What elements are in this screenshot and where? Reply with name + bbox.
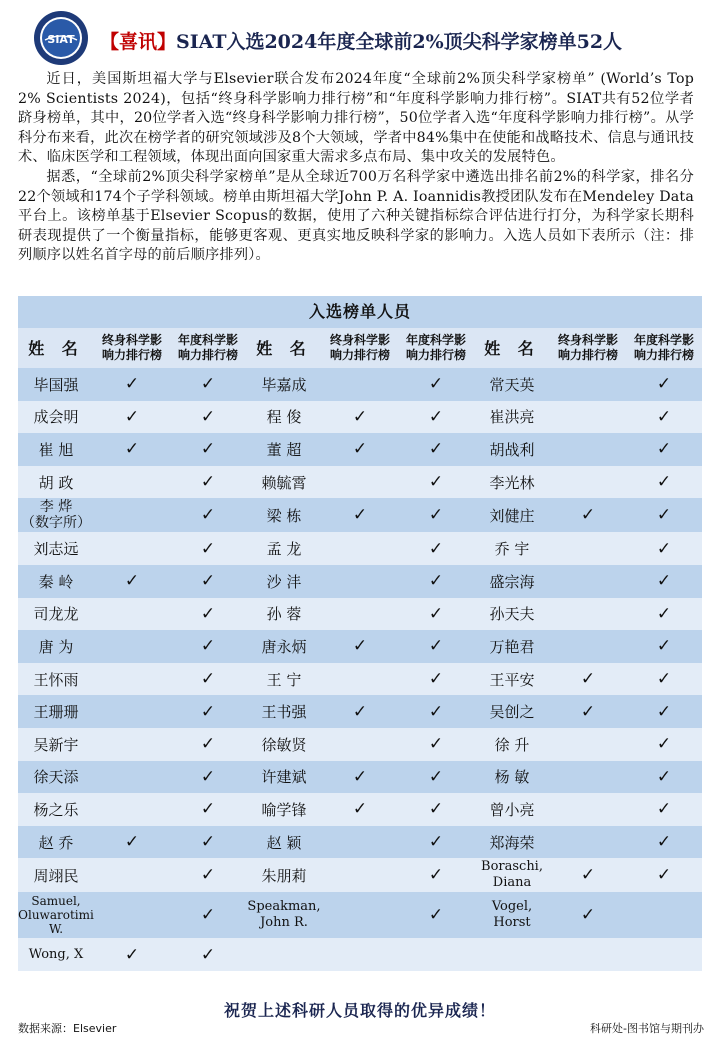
annual-check-icon: ✓ xyxy=(398,565,474,598)
intro-paragraph-2: 据悉，“全球前2%顶尖科学家榜单”是从全球近700万名科学家中遴选出排名前2%的科学家，排名分22个领域和174个子学科领域。榜单由斯坦福大学John P. A. Ioannidis教授团队发布在Mendeley Data平台上。该榜单基于Elsevier Scopus的数据，使用了六种关键指标综合评估进行打分，为科学家长期科研表现提供了一个衡量指标，能够更客观、更真实地反映科学家的影响力。入选人员如下表所示（注：排列顺序以姓名首字母的前后顺序排列）。 xyxy=(18,168,694,264)
person-name: 喻学锋 xyxy=(246,793,322,826)
table-row xyxy=(18,826,702,859)
lifetime-check-icon: ✓ xyxy=(322,793,398,826)
annual-check-icon xyxy=(626,938,702,971)
annual-check-icon: ✓ xyxy=(626,793,702,826)
annual-check-icon: ✓ xyxy=(398,826,474,859)
lifetime-check-icon xyxy=(94,466,170,499)
lifetime-check-icon xyxy=(322,728,398,761)
person-name: 周翊民 xyxy=(18,858,94,892)
lifetime-check-icon xyxy=(322,938,398,971)
annual-check-icon xyxy=(398,938,474,971)
lifetime-check-icon xyxy=(322,368,398,401)
lifetime-check-icon xyxy=(322,858,398,892)
person-name: 沙 沣 xyxy=(246,565,322,598)
annual-check-icon: ✓ xyxy=(170,938,246,971)
annual-check-icon: ✓ xyxy=(626,663,702,696)
lifetime-check-icon xyxy=(550,761,626,794)
table-row xyxy=(18,858,702,892)
lifetime-check-icon xyxy=(322,598,398,631)
table-row xyxy=(18,938,702,971)
annual-check-icon: ✓ xyxy=(398,433,474,466)
person-name: Vogel, Horst xyxy=(474,892,550,938)
person-name: 唐永炳 xyxy=(246,630,322,663)
annual-check-icon: ✓ xyxy=(170,761,246,794)
person-name: 程 俊 xyxy=(246,401,322,434)
lifetime-check-icon xyxy=(322,466,398,499)
annual-check-icon: ✓ xyxy=(170,498,246,532)
table-row xyxy=(18,728,702,761)
annual-check-icon: ✓ xyxy=(626,532,702,565)
title-main: SIAT入选2024年度全球前2%顶尖科学家榜单52人 xyxy=(176,31,623,53)
honor-table xyxy=(18,296,702,971)
annual-check-icon: ✓ xyxy=(398,761,474,794)
annual-check-icon: ✓ xyxy=(398,598,474,631)
table-row xyxy=(18,433,702,466)
annual-check-icon: ✓ xyxy=(398,728,474,761)
lifetime-check-icon xyxy=(322,826,398,859)
person-name: 李 烨 （数字所） xyxy=(18,498,94,532)
lifetime-check-icon xyxy=(322,565,398,598)
annual-check-icon: ✓ xyxy=(626,565,702,598)
annual-check-icon: ✓ xyxy=(170,598,246,631)
table-row xyxy=(18,532,702,565)
annual-check-icon: ✓ xyxy=(626,466,702,499)
annual-check-icon: ✓ xyxy=(170,368,246,401)
lifetime-check-icon xyxy=(94,892,170,938)
col-name-2: 姓 名 xyxy=(246,328,322,368)
table-row xyxy=(18,565,702,598)
lifetime-check-icon xyxy=(94,630,170,663)
lifetime-check-icon: ✓ xyxy=(322,761,398,794)
person-name: 杨 敏 xyxy=(474,761,550,794)
col-name-3: 姓 名 xyxy=(474,328,550,368)
person-name: 吴新宇 xyxy=(18,728,94,761)
lifetime-check-icon: ✓ xyxy=(94,565,170,598)
person-name: 李光林 xyxy=(474,466,550,499)
annual-check-icon: ✓ xyxy=(626,598,702,631)
col-lifetime-3: 终身科学影 响力排行榜 xyxy=(550,328,626,368)
col-lifetime-1: 终身科学影 响力排行榜 xyxy=(94,328,170,368)
person-name: 万艳君 xyxy=(474,630,550,663)
table-row xyxy=(18,630,702,663)
lifetime-check-icon xyxy=(94,793,170,826)
person-name: 郑海荣 xyxy=(474,826,550,859)
person-name: 毕国强 xyxy=(18,368,94,401)
person-name: 徐天添 xyxy=(18,761,94,794)
lifetime-check-icon xyxy=(550,598,626,631)
person-name: 胡战利 xyxy=(474,433,550,466)
lifetime-check-icon: ✓ xyxy=(322,433,398,466)
person-name: Wong, X xyxy=(18,938,94,971)
annual-check-icon: ✓ xyxy=(170,695,246,728)
table-row xyxy=(18,793,702,826)
annual-check-icon: ✓ xyxy=(170,565,246,598)
intro-text xyxy=(18,70,694,266)
person-name: Samuel, Oluwarotimi W. xyxy=(18,894,94,937)
annual-check-icon: ✓ xyxy=(626,728,702,761)
col-lifetime-2: 终身科学影 响力排行榜 xyxy=(322,328,398,368)
lifetime-check-icon xyxy=(94,663,170,696)
person-name: 毕嘉成 xyxy=(246,368,322,401)
annual-check-icon: ✓ xyxy=(398,892,474,938)
person-name: 许建斌 xyxy=(246,761,322,794)
annual-check-icon xyxy=(626,892,702,938)
lifetime-check-icon xyxy=(322,663,398,696)
annual-check-icon: ✓ xyxy=(170,433,246,466)
person-name: 梁 栋 xyxy=(246,498,322,532)
lifetime-check-icon xyxy=(322,892,398,938)
person-name: 徐敏贤 xyxy=(246,728,322,761)
lifetime-check-icon xyxy=(550,630,626,663)
person-name: 赖毓霄 xyxy=(246,466,322,499)
siat-logo xyxy=(33,10,89,66)
annual-check-icon: ✓ xyxy=(398,401,474,434)
person-name xyxy=(246,938,322,971)
annual-check-icon: ✓ xyxy=(626,498,702,532)
person-name: Speakman, John R. xyxy=(246,892,322,938)
lifetime-check-icon: ✓ xyxy=(550,663,626,696)
person-name: 常天英 xyxy=(474,368,550,401)
intro-paragraph-1: 近日，美国斯坦福大学与Elsevier联合发布2024年度“全球前2%顶尖科学家榜单” (World’s Top 2% Scientists 2024)，包括“终身科学影响力排行榜”和“年度科学影响力排行榜”。SIAT共有52位学者跻身榜单，其中，20位学者入选“终身科学影响力排行榜”，50位学者入选“年度科学影响力排行榜”。从学科分布来看，此次在榜学者的研究领域涉及8个大领域，学者中84%集中在使能和战略技术、信息与通讯技术、临床医学和工程领域，体现出面向国家重大需求多点布局、集中攻关的发展特色。 xyxy=(18,71,694,166)
annual-check-icon: ✓ xyxy=(170,892,246,938)
lifetime-check-icon xyxy=(550,938,626,971)
table-row xyxy=(18,466,702,499)
lifetime-check-icon: ✓ xyxy=(322,630,398,663)
lifetime-check-icon: ✓ xyxy=(550,695,626,728)
person-name: 杨之乐 xyxy=(18,793,94,826)
col-annual-1: 年度科学影 响力排行榜 xyxy=(170,328,246,368)
person-name: 王怀雨 xyxy=(18,663,94,696)
data-source: 数据来源：Elsevier xyxy=(18,1022,117,1035)
lifetime-check-icon xyxy=(550,532,626,565)
table-row xyxy=(18,598,702,631)
person-name: 王书强 xyxy=(246,695,322,728)
lifetime-check-icon xyxy=(550,466,626,499)
person-name: Boraschi, Diana xyxy=(474,858,550,892)
table-title: 入选榜单人员 xyxy=(18,296,702,328)
annual-check-icon: ✓ xyxy=(170,826,246,859)
person-name: 赵 乔 xyxy=(18,826,94,859)
person-name: 朱朋莉 xyxy=(246,858,322,892)
annual-check-icon: ✓ xyxy=(398,466,474,499)
lifetime-check-icon xyxy=(94,532,170,565)
annual-check-icon: ✓ xyxy=(398,630,474,663)
lifetime-check-icon xyxy=(322,532,398,565)
lifetime-check-icon: ✓ xyxy=(94,433,170,466)
table-row xyxy=(18,498,702,532)
table-row xyxy=(18,695,702,728)
person-name: 崔 旭 xyxy=(18,433,94,466)
annual-check-icon: ✓ xyxy=(170,793,246,826)
table-row xyxy=(18,368,702,401)
lifetime-check-icon xyxy=(94,695,170,728)
person-name: 王珊珊 xyxy=(18,695,94,728)
person-name: 吴创之 xyxy=(474,695,550,728)
lifetime-check-icon xyxy=(550,401,626,434)
annual-check-icon: ✓ xyxy=(170,858,246,892)
lifetime-check-icon: ✓ xyxy=(94,826,170,859)
annual-check-icon: ✓ xyxy=(626,826,702,859)
annual-check-icon: ✓ xyxy=(626,695,702,728)
annual-check-icon: ✓ xyxy=(170,532,246,565)
annual-check-icon: ✓ xyxy=(170,663,246,696)
lifetime-check-icon: ✓ xyxy=(550,858,626,892)
person-name: 孙 蓉 xyxy=(246,598,322,631)
person-name: 王 宁 xyxy=(246,663,322,696)
lifetime-check-icon xyxy=(94,858,170,892)
table-header-row xyxy=(18,328,702,368)
title-tag: 【喜讯】 xyxy=(100,31,177,53)
person-name xyxy=(474,938,550,971)
lifetime-check-icon xyxy=(94,728,170,761)
lifetime-check-icon xyxy=(94,761,170,794)
person-name: 孙天夫 xyxy=(474,598,550,631)
page-title xyxy=(100,27,622,54)
annual-check-icon: ✓ xyxy=(398,368,474,401)
honor-list xyxy=(18,328,702,971)
logo-text: SIAT xyxy=(47,33,75,46)
person-name: 董 超 xyxy=(246,433,322,466)
person-name: 唐 为 xyxy=(18,630,94,663)
lifetime-check-icon xyxy=(550,793,626,826)
annual-check-icon: ✓ xyxy=(398,498,474,532)
person-name: 徐 升 xyxy=(474,728,550,761)
col-annual-2: 年度科学影 响力排行榜 xyxy=(398,328,474,368)
table-row xyxy=(18,401,702,434)
annual-check-icon: ✓ xyxy=(626,761,702,794)
col-annual-3: 年度科学影 响力排行榜 xyxy=(626,328,702,368)
person-name: 成会明 xyxy=(18,401,94,434)
lifetime-check-icon xyxy=(94,498,170,532)
lifetime-check-icon: ✓ xyxy=(550,498,626,532)
congrats-text: 祝贺上述科研人员取得的优异成绩！ xyxy=(223,1001,496,1020)
person-name: 司龙龙 xyxy=(18,598,94,631)
lifetime-check-icon xyxy=(94,598,170,631)
lifetime-check-icon: ✓ xyxy=(94,938,170,971)
annual-check-icon: ✓ xyxy=(170,728,246,761)
person-name: 秦 岭 xyxy=(18,565,94,598)
lifetime-check-icon: ✓ xyxy=(94,368,170,401)
annual-check-icon: ✓ xyxy=(170,466,246,499)
lifetime-check-icon xyxy=(550,368,626,401)
annual-check-icon: ✓ xyxy=(626,401,702,434)
lifetime-check-icon xyxy=(550,565,626,598)
person-name: 赵 颖 xyxy=(246,826,322,859)
annual-check-icon: ✓ xyxy=(398,663,474,696)
lifetime-check-icon: ✓ xyxy=(322,401,398,434)
person-name: 孟 龙 xyxy=(246,532,322,565)
lifetime-check-icon: ✓ xyxy=(94,401,170,434)
person-name: 王平安 xyxy=(474,663,550,696)
annual-check-icon: ✓ xyxy=(398,695,474,728)
person-name: 盛宗海 xyxy=(474,565,550,598)
person-name: 刘健庄 xyxy=(474,498,550,532)
department: 科研处-图书馆与期刊办 xyxy=(590,1022,704,1035)
lifetime-check-icon xyxy=(550,433,626,466)
person-name: 胡 政 xyxy=(18,466,94,499)
annual-check-icon: ✓ xyxy=(626,433,702,466)
annual-check-icon: ✓ xyxy=(626,858,702,892)
annual-check-icon: ✓ xyxy=(398,793,474,826)
table-row xyxy=(18,761,702,794)
annual-check-icon: ✓ xyxy=(398,532,474,565)
table-body xyxy=(18,368,702,971)
person-name: 曾小亮 xyxy=(474,793,550,826)
annual-check-icon: ✓ xyxy=(626,368,702,401)
lifetime-check-icon xyxy=(550,728,626,761)
annual-check-icon: ✓ xyxy=(626,630,702,663)
annual-check-icon: ✓ xyxy=(398,858,474,892)
annual-check-icon: ✓ xyxy=(170,401,246,434)
lifetime-check-icon xyxy=(550,826,626,859)
table-row xyxy=(18,892,702,938)
annual-check-icon: ✓ xyxy=(170,630,246,663)
lifetime-check-icon: ✓ xyxy=(322,695,398,728)
col-name-1: 姓 名 xyxy=(18,328,94,368)
table-row xyxy=(18,663,702,696)
person-name: 乔 宇 xyxy=(474,532,550,565)
person-name: 刘志远 xyxy=(18,532,94,565)
lifetime-check-icon: ✓ xyxy=(550,892,626,938)
lifetime-check-icon: ✓ xyxy=(322,498,398,532)
person-name: 崔洪亮 xyxy=(474,401,550,434)
